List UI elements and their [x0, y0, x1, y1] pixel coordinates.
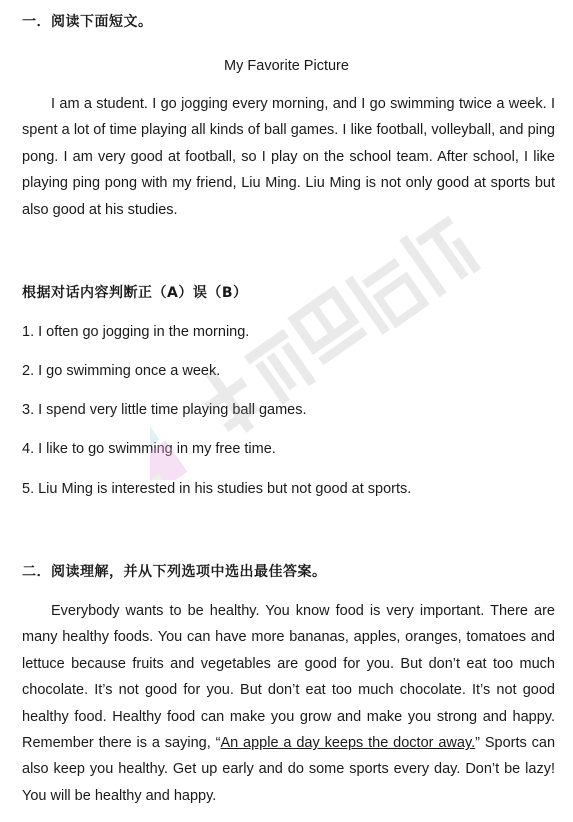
- question-item: 5. Liu Ming is interested in his studies but not good at sports.: [22, 481, 412, 497]
- passage1-body: I am a student. I go jogging every morning, and I go swimming twice a week. I spent a lot of time playing all kinds of ball games. I like football, volleyball, and ping pong. I am very good at football, so I play on the school team. After school, I like playing ping pong with my friend, Liu Ming. Liu Ming is not only good at sports but also good at his studies.: [22, 96, 555, 218]
- question-item: 4. I like to go swimming in my free time.: [22, 441, 276, 457]
- passage1-text: [22, 91, 555, 223]
- section1-heading: 一．阅读下面短文。: [22, 14, 153, 30]
- question-item: 3. I spend very little time playing ball games.: [22, 402, 307, 418]
- passage-title: My Favorite Picture: [224, 58, 349, 74]
- section2-heading: 二．阅读理解，并从下列选项中选出最佳答案。: [22, 564, 327, 580]
- question-item: 1. I often go jogging in the morning.: [22, 324, 250, 340]
- section1-instruction: 根据对话内容判断正（A）误（B）: [22, 285, 248, 301]
- question-item: 2. I go swimming once a week.: [22, 363, 221, 379]
- saying-quote: An apple a day keeps the doctor away.: [220, 735, 476, 752]
- passage2-body-start: Everybody wants to be healthy. You know food is very important. There are many healthy foods. You can have more bananas, apples, oranges, tomatoes and lettuce because fruits and vegetables are good for you. But don’t eat too much chocolate. It’s not good for you. But don’t eat too much chocolate. It’s not good healthy food. Healthy food can make you grow and make you strong and happy. Remember there is a saying, “: [22, 603, 555, 752]
- watermark-square: [150, 474, 176, 480]
- watermark-square: [150, 455, 163, 480]
- passage2-body-end: ” Sports can also keep you healthy. Get up early and do some sports every day. Don’t be lazy! You will be healthy and happy.: [22, 735, 556, 804]
- passage2-text: [22, 598, 555, 809]
